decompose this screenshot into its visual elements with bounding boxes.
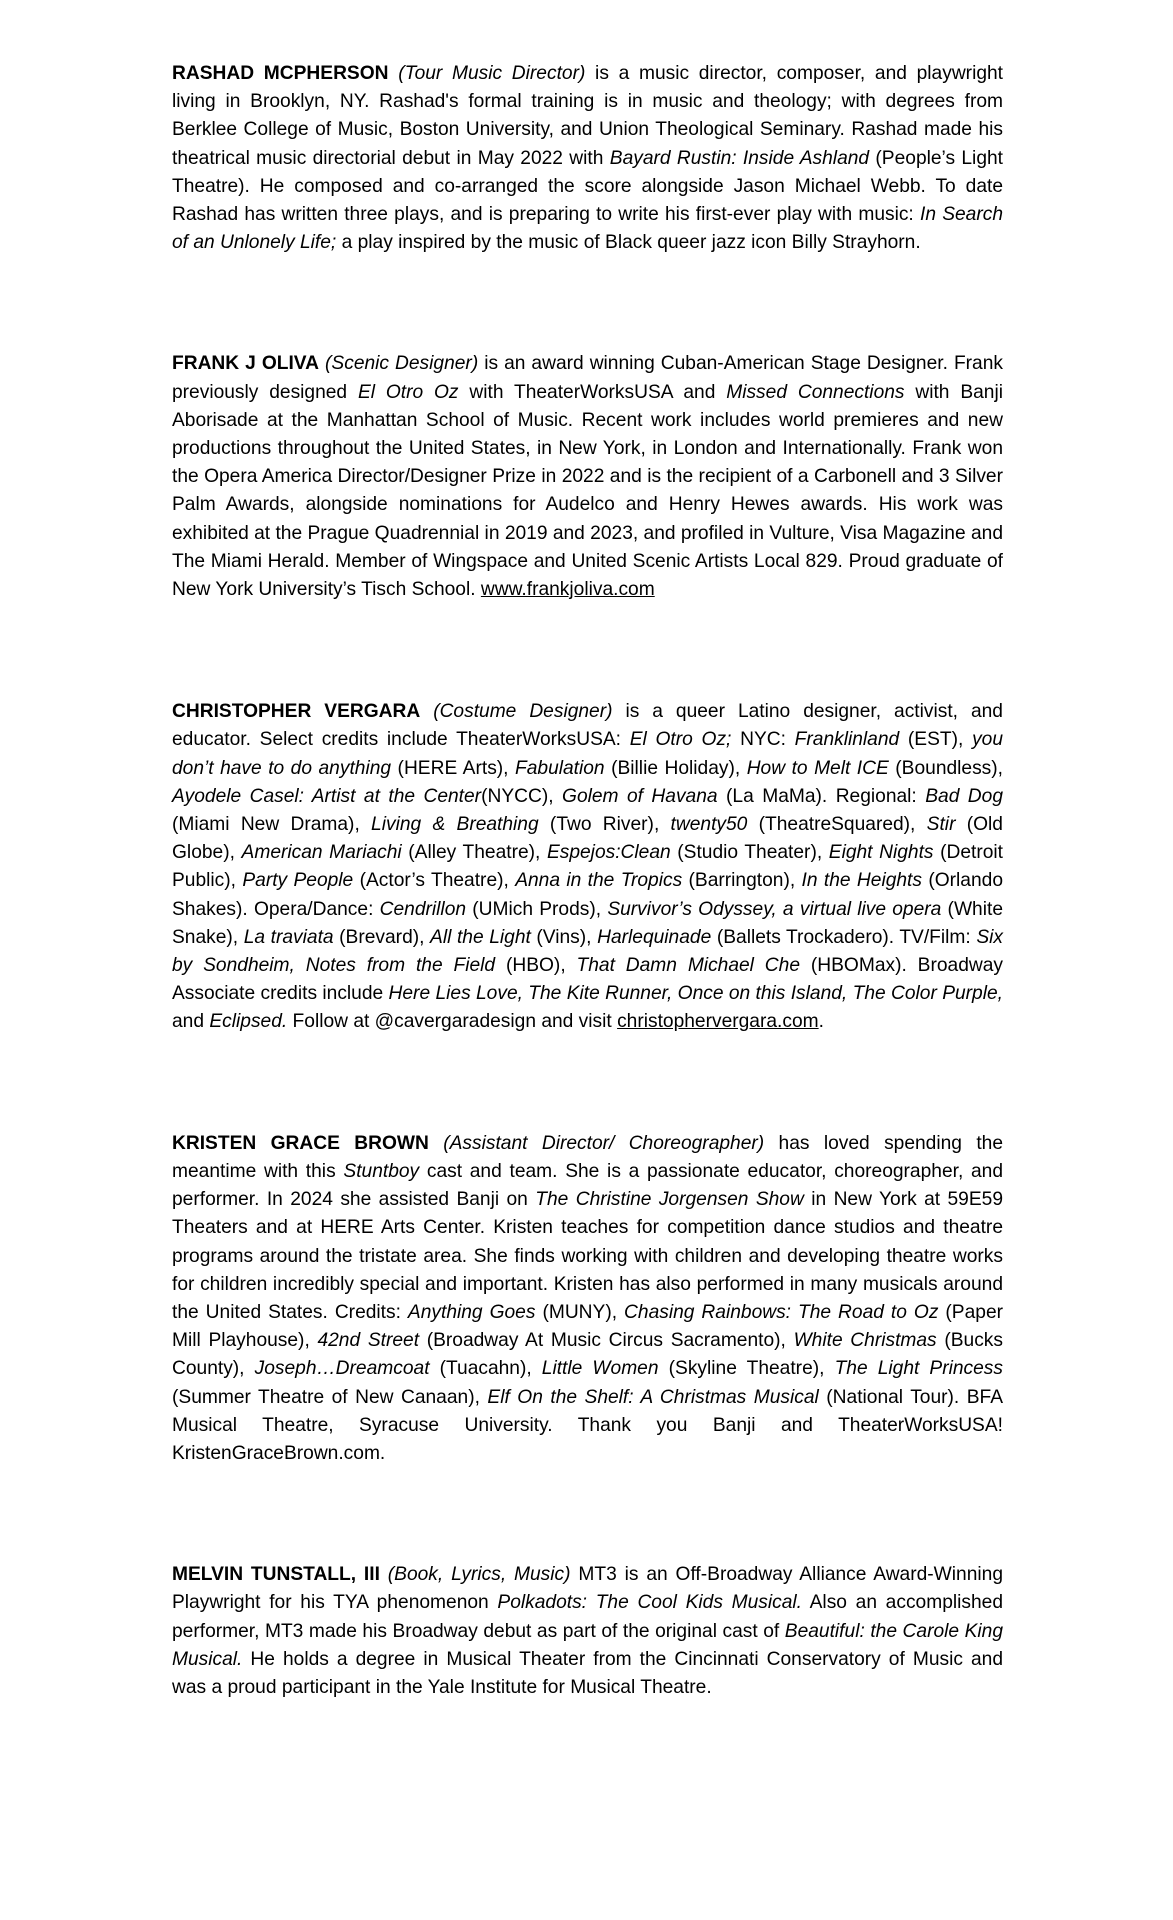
- bio-text: (MUNY),: [535, 1301, 625, 1323]
- bio-text: Also an accomplished performer, MT3 made his Broadway debut as part of the original cast of: [172, 1592, 1004, 1642]
- italic-title: Joseph…Dreamcoat: [254, 1358, 430, 1380]
- bio-text: a play inspired by the music of Black queer jazz icon Billy Strayhorn.: [336, 232, 921, 254]
- italic-title: (Book, Lyrics, Music): [387, 1564, 571, 1586]
- italic-title: Six by Sondheim, Notes from the Field: [172, 926, 1003, 977]
- italic-title: Bayard Rustin: Inside Ashland: [609, 147, 870, 169]
- bio-text: (Boundless),: [888, 757, 1003, 779]
- bio-frank-j-oliva: [172, 350, 1003, 604]
- italic-title: How to Melt ICE: [746, 757, 889, 779]
- italic-title: Franklinland: [794, 729, 900, 751]
- bio-text: in New York at 59E59 Theaters and at HERE Arts Center. Kristen teaches for competition dance studios and theatre programs around the tristate area. She finds working with children and developing theatre works for children incredibly special and important. Kristen has also performed in many musicals around the United States. Credits:: [172, 1189, 1003, 1323]
- italic-title: Elf On the Shelf: A Christmas Musical: [487, 1386, 819, 1408]
- italic-title: El Otro Oz: [357, 381, 459, 403]
- italic-title: Cendrillon: [379, 898, 467, 920]
- bio-kristen-grace-brown: [172, 1130, 1003, 1468]
- italic-title: 42nd Street: [317, 1330, 420, 1352]
- bio-text: NYC:: [731, 729, 795, 751]
- italic-title: Harlequinade: [597, 926, 712, 948]
- italic-title: Stuntboy: [343, 1160, 420, 1182]
- bio-name: RASHAD MCPHERSON: [172, 63, 389, 84]
- italic-title: Anything Goes: [407, 1301, 536, 1323]
- italic-title: La traviata: [243, 926, 334, 948]
- italic-title: Bad Dog: [925, 785, 1004, 807]
- italic-title: Ayodele Casel: Artist at the Center: [172, 785, 482, 807]
- bio-text: .: [818, 1011, 824, 1033]
- italic-title: The Christine Jorgensen Show: [535, 1189, 804, 1211]
- bio-text: (HERE Arts),: [391, 757, 515, 779]
- bio-text: (NYCC),: [481, 785, 563, 807]
- bio-name: KRISTEN GRACE BROWN: [172, 1132, 429, 1154]
- italic-title: Chasing Rainbows: The Road to Oz: [624, 1301, 939, 1323]
- bio-text: is a music director, composer, and playwright living in Brooklyn, NY. Rashad's formal training is in music and theology; with degrees from Berklee College of Music, Boston University, and Union Theological Seminary. Rashad made his theatrical music directorial debut in May 2022 with: [172, 63, 1004, 169]
- bio-text: [420, 701, 433, 722]
- bios-page: [172, 60, 1003, 1702]
- italic-title: Party People: [242, 870, 354, 892]
- italic-title: (Tour Music Director): [398, 63, 586, 84]
- bio-text: (People’s Light Theatre). He composed and co-arranged the score alongside Jason Michael Webb. To date Rashad has written three plays, and is preparing to write his first-ever play with music:: [172, 147, 1003, 226]
- bio-text: is a queer Latino designer, activist, and educator. Select credits include TheaterWorksUSA:: [172, 701, 1003, 751]
- bio-text: (Skyline Theatre),: [658, 1358, 835, 1380]
- bio-text: (Alley Theatre),: [401, 842, 547, 864]
- italic-title: In the Heights: [801, 870, 922, 892]
- bio-text: is an award winning Cuban-American Stage Designer. Frank previously designed: [172, 353, 1003, 403]
- bio-text: cast and team. She is a passionate educator, choreographer, and performer. In 2024 she assisted Banji on: [172, 1160, 1004, 1211]
- bio-text: (National Tour). BFA Musical Theatre, Syracuse University. Thank you Banji and TheaterWorksUSA! KristenGraceBrown.com.: [172, 1386, 1003, 1464]
- bio-text: [380, 1564, 388, 1585]
- bio-text: (Ballets Trockadero). TV/Film:: [711, 926, 977, 948]
- italic-title: (Scenic Designer): [325, 353, 479, 375]
- italic-title: (Costume Designer): [433, 701, 613, 723]
- bio-name: MELVIN TUNSTALL, III: [172, 1564, 380, 1586]
- italic-title: Beautiful: the Carole King Musical.: [172, 1620, 1004, 1670]
- italic-title: White Christmas: [793, 1330, 937, 1352]
- bio-rashad-mcpherson: [172, 60, 1003, 257]
- website-link[interactable]: christophervergara.com: [617, 1011, 819, 1033]
- italic-title: Little Women: [541, 1358, 659, 1380]
- italic-title: American Mariachi: [241, 842, 402, 864]
- italic-title: In Search of an Unlonely Life;: [172, 204, 1003, 254]
- italic-title: That Damn Michael Che: [576, 955, 801, 977]
- bio-name: CHRISTOPHER VERGARA: [172, 701, 421, 723]
- bio-text: (EST),: [899, 729, 973, 751]
- bio-text: He holds a degree in Musical Theater from the Cincinnati Conservatory of Music and was a proud participant in the Yale Institute for Musical Theatre.: [172, 1648, 1003, 1698]
- bio-text: (Broadway At Music Circus Sacramento),: [419, 1330, 794, 1352]
- bio-text: (Summer Theatre of New Canaan),: [172, 1386, 488, 1408]
- italic-title: Eclipsed.: [209, 1011, 288, 1033]
- bio-text: Follow at @cavergaradesign and visit: [287, 1011, 618, 1033]
- bio-text: (Vins),: [530, 926, 598, 948]
- italic-title: Missed Connections: [726, 381, 905, 403]
- italic-title: (Assistant Director/ Choreographer): [443, 1132, 765, 1154]
- bio-text: (HBO),: [495, 955, 577, 977]
- bio-text: (UMich Prods),: [466, 898, 608, 920]
- bio-text: (TheatreSquared),: [747, 814, 927, 836]
- italic-title: El Otro Oz;: [629, 729, 732, 751]
- bio-text: [389, 63, 399, 84]
- bio-melvin-tunstall: [172, 1561, 1003, 1702]
- italic-title: Survivor’s Odyssey, a virtual live opera: [607, 898, 942, 920]
- bio-name: FRANK J OLIVA: [172, 353, 320, 375]
- italic-title: Eight Nights: [828, 842, 934, 864]
- bio-text: (Brevard),: [333, 926, 431, 948]
- bio-text: (HBOMax). Broadway Associate credits include: [172, 955, 1004, 1005]
- bio-text: has loved spending the meantime with this: [172, 1132, 1004, 1182]
- italic-title: Polkadots: The Cool Kids Musical.: [497, 1592, 802, 1614]
- italic-title: Espejos:Clean: [546, 842, 671, 864]
- italic-title: All the Light: [430, 926, 531, 948]
- bio-text: (White Snake),: [172, 898, 1003, 948]
- bio-christopher-vergara: [172, 698, 1003, 1036]
- bio-text: (La MaMa). Regional:: [717, 785, 926, 807]
- bio-text: (Old Globe),: [172, 814, 1003, 864]
- italic-title: Anna in the Tropics: [515, 870, 683, 892]
- bio-text: and: [172, 1011, 210, 1033]
- bio-text: (Miami New Drama),: [172, 814, 372, 836]
- italic-title: Fabulation: [515, 757, 605, 779]
- bio-text: with Banji Aborisade at the Manhattan School of Music. Recent work includes world premieres and new productions throughout the United States, in New York, in London and Internationally. Frank won the Opera America Director/Designer Prize in 2022 and is the recipient of a Carbonell and 3 Silver Palm Awards, alongside nominations for Audelco and Henry Hewes awards. His work was exhibited at the Prague Quadrennial in 2019 and 2023, and profiled in Vulture, Visa Magazine and The Miami Herald. Member of Wingspace and United Scenic Artists Local 829. Proud graduate of New York University’s Tisch School.: [172, 381, 1003, 601]
- bio-text: (Studio Theater),: [670, 842, 829, 864]
- bio-text: (Barrington),: [682, 870, 802, 892]
- website-link[interactable]: www.frankjoliva.com: [480, 579, 655, 601]
- bio-text: (Bucks County),: [172, 1330, 1003, 1380]
- bio-text: (Tuacahn),: [429, 1358, 542, 1380]
- italic-title: Here Lies Love, The Kite Runner, Once on this Island, The Color Purple,: [388, 983, 1003, 1005]
- italic-title: Golem of Havana: [562, 785, 718, 807]
- bio-text: MT3 is an Off-Broadway Alliance Award-Winning Playwright for his TYA phenomenon: [172, 1564, 1003, 1614]
- italic-title: you don’t have to do anything: [172, 729, 1003, 779]
- bio-text: (Detroit Public),: [172, 842, 1003, 892]
- bio-text: with TheaterWorksUSA and: [458, 381, 727, 403]
- bio-text: (Billie Holiday),: [604, 757, 747, 779]
- italic-title: Stir: [926, 814, 956, 836]
- bio-text: (Two River),: [538, 814, 671, 836]
- bio-text: [429, 1133, 443, 1154]
- bio-text: (Actor’s Theatre),: [353, 870, 516, 892]
- bio-text: (Orlando Shakes). Opera/Dance:: [172, 870, 1003, 920]
- italic-title: The Light Princess: [834, 1358, 1003, 1380]
- bio-text: (Paper Mill Playhouse),: [172, 1301, 1003, 1352]
- italic-title: twenty50: [670, 814, 748, 836]
- italic-title: Living & Breathing: [371, 814, 539, 836]
